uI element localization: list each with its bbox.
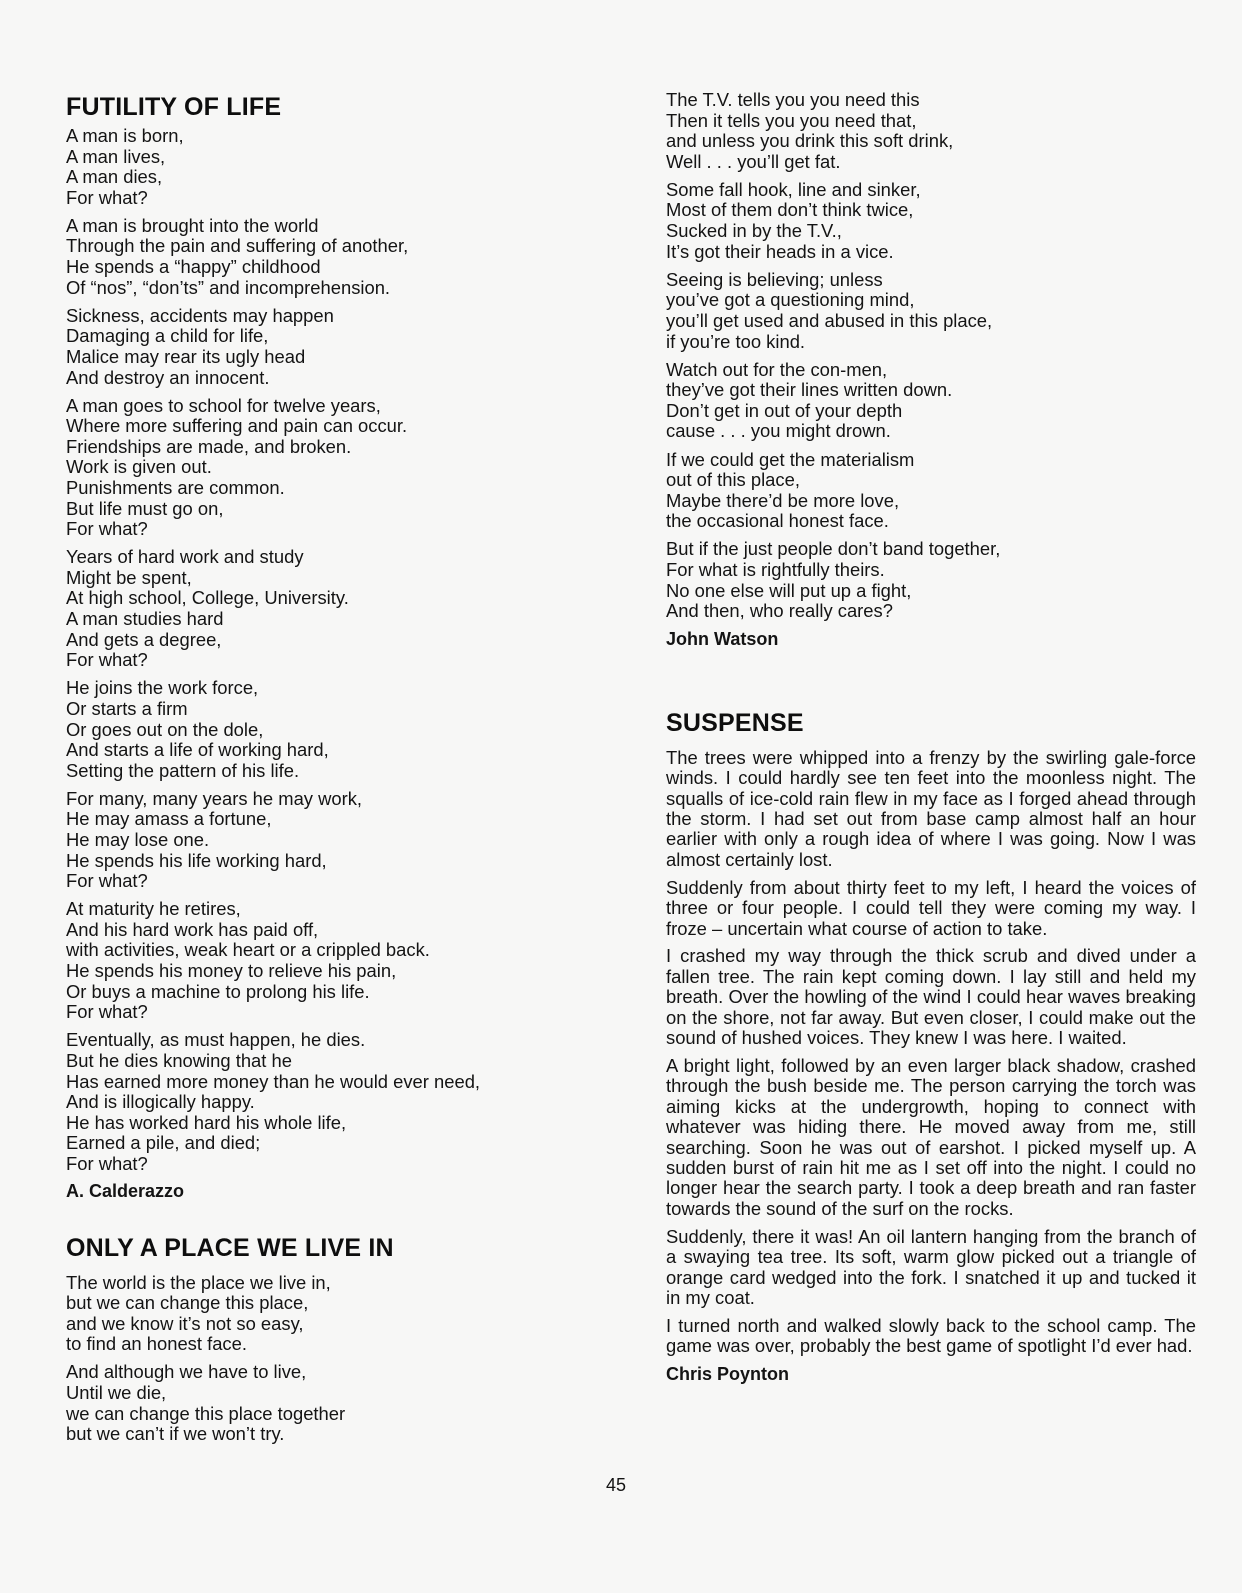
verse-line: For what? bbox=[66, 1152, 148, 1174]
verse-line: He may amass a fortune, bbox=[66, 808, 272, 830]
verse-line: For what? bbox=[66, 649, 148, 671]
verse-line: Then it tells you you need that, bbox=[666, 109, 917, 131]
verse-line: He may lose one. bbox=[66, 829, 210, 850]
stanza bbox=[66, 1030, 566, 1174]
poem-body bbox=[666, 90, 1196, 622]
verse-line: cause . . . you might drown. bbox=[666, 420, 891, 442]
verse-line: The T.V. tells you you need this bbox=[666, 89, 920, 110]
verse-line: Or goes out on the dole, bbox=[66, 718, 264, 740]
verse-line: He spends his money to relieve his pain, bbox=[66, 960, 397, 982]
poem-title: FUTILITY OF LIFE bbox=[66, 93, 282, 121]
poem-author: John Watson bbox=[666, 628, 779, 649]
verse-line: And gets a degree, bbox=[66, 628, 222, 650]
verse-line: Well . . . you’ll get fat. bbox=[666, 150, 841, 172]
verse-line: Sucked in by the T.V., bbox=[666, 220, 842, 242]
verse-line: No one else will put up a fight, bbox=[666, 579, 912, 601]
poem-title: ONLY A PLACE WE LIVE IN bbox=[66, 1233, 394, 1262]
stanza bbox=[66, 789, 566, 892]
stanza bbox=[666, 90, 1196, 172]
verse-line: Of “nos”, “don’ts” and incomprehension. bbox=[66, 276, 391, 298]
verse-line: He spends his life working hard, bbox=[66, 849, 327, 871]
verse-line: Friendships are made, and broken. bbox=[66, 435, 352, 457]
verse-line: But if the just people don’t band together, bbox=[666, 538, 1001, 560]
stanza bbox=[666, 539, 1196, 621]
verse-line: but we can’t if we won’t try. bbox=[66, 1423, 285, 1445]
stanza bbox=[66, 1362, 566, 1444]
story-body bbox=[666, 748, 1196, 1357]
verse-line: For what? bbox=[66, 518, 148, 540]
right-column bbox=[666, 0, 1196, 1385]
verse-line: Years of hard work and study bbox=[66, 546, 304, 568]
stanza bbox=[66, 306, 566, 388]
verse-line: He has worked hard his whole life, bbox=[66, 1111, 347, 1133]
verse-line: For what? bbox=[66, 1001, 148, 1023]
stanza bbox=[66, 216, 566, 298]
verse-line: A man lives, bbox=[66, 145, 166, 167]
stanza bbox=[666, 360, 1196, 442]
verse-line: And then, who really cares? bbox=[666, 600, 893, 622]
verse-line: For what? bbox=[66, 186, 148, 208]
verse-line: A man is born, bbox=[66, 125, 184, 146]
verse-line: A man is brought into the world bbox=[66, 214, 319, 236]
verse-line: And is illogically happy. bbox=[66, 1091, 255, 1113]
verse-line: A man studies hard bbox=[66, 608, 224, 630]
stanza bbox=[666, 180, 1196, 262]
stanza bbox=[666, 270, 1196, 352]
verse-line: Setting the pattern of his life. bbox=[66, 759, 300, 781]
verse-line: and unless you drink this soft drink, bbox=[666, 130, 954, 152]
verse-line: they’ve got their lines written down. bbox=[666, 379, 953, 401]
story-paragraph: A bright light, followed by an even larger black shadow, crashed through the bush beside me. The person carrying the torch was aiming kicks at the undergrowth, hoping to connect with whatever was hiding there. He moved away from me, still searching. Soon he was out of earshot. I picked myself up. A sudden burst of rain hit me as I set off into the night. I could no longer hear the search party. I took a deep breath and ran faster towards the sound of the surf on the rocks. bbox=[666, 1054, 1196, 1219]
verse-line: It’s got their heads in a vice. bbox=[666, 240, 894, 262]
poem-body bbox=[66, 1273, 566, 1445]
verse-line: with activities, weak heart or a crippled back. bbox=[66, 939, 430, 961]
verse-line: Maybe there’d be more love, bbox=[666, 489, 900, 511]
verse-line: And although we have to live, bbox=[66, 1361, 307, 1383]
poem-author: A. Calderazzo bbox=[66, 1180, 185, 1201]
verse-line: if you’re too kind. bbox=[666, 330, 806, 352]
verse-line: Might be spent, bbox=[66, 566, 192, 588]
stanza bbox=[66, 547, 566, 671]
stanza bbox=[666, 450, 1196, 532]
verse-line: At maturity he retires, bbox=[66, 898, 241, 920]
verse-line: Where more suffering and pain can occur. bbox=[66, 415, 408, 437]
verse-line: A man dies, bbox=[66, 166, 163, 188]
verse-line: Malice may rear its ugly head bbox=[66, 345, 306, 367]
verse-line: He joins the work force, bbox=[66, 677, 259, 699]
verse-line: Watch out for the con-men, bbox=[666, 358, 888, 380]
verse-line: Or starts a firm bbox=[66, 697, 188, 719]
verse-line: Seeing is believing; unless bbox=[666, 268, 883, 290]
verse-line: we can change this place together bbox=[66, 1402, 346, 1424]
verse-line: Eventually, as must happen, he dies. bbox=[66, 1029, 366, 1051]
verse-line: you’ll get used and abused in this place, bbox=[666, 309, 993, 331]
poem-body bbox=[66, 126, 566, 1175]
verse-line: Has earned more money than he would ever need, bbox=[66, 1070, 481, 1092]
verse-line: And starts a life of working hard, bbox=[66, 739, 329, 761]
verse-line: to find an honest face. bbox=[66, 1333, 247, 1355]
story-paragraph: Suddenly from about thirty feet to my left, I heard the voices of three or four people. I could tell they were coming my way. I froze – uncertain what course of action to take. bbox=[666, 876, 1196, 939]
verse-line: For what? bbox=[66, 870, 148, 892]
verse-line: Sickness, accidents may happen bbox=[66, 304, 334, 326]
story-paragraph: I crashed my way through the thick scrub and dived under a fallen tree. The rain kept coming down. I lay still and held my breath. Over the howling of the wind I could hear waves breaking on the shore, not far away. But even closer, I could make out the sound of hushed voices. They knew I was here. I waited. bbox=[666, 945, 1196, 1049]
verse-line: Damaging a child for life, bbox=[66, 325, 269, 347]
story-title: SUSPENSE bbox=[666, 708, 804, 737]
verse-line: Punishments are common. bbox=[66, 477, 285, 498]
stanza bbox=[66, 678, 566, 781]
story-paragraph: Suddenly, there it was! An oil lantern hanging from the branch of a swaying tea tree. Its soft, warm glow picked out a triangle of orange card wedged into the fork. I snatched it up and tucked it in my coat. bbox=[666, 1225, 1196, 1308]
verse-line: Until we die, bbox=[66, 1381, 167, 1403]
verse-line: But life must go on, bbox=[66, 497, 224, 519]
verse-line: Work is given out. bbox=[66, 456, 212, 478]
left-column bbox=[66, 0, 566, 1445]
verse-line: A man goes to school for twelve years, bbox=[66, 394, 381, 416]
verse-line: the occasional honest face. bbox=[666, 510, 889, 532]
verse-line: And destroy an innocent. bbox=[66, 366, 270, 388]
story-author: Chris Poynton bbox=[666, 1363, 790, 1384]
stanza bbox=[66, 126, 566, 208]
story-paragraph: I turned north and walked slowly back to the school camp. The game was over, probably the best game of spotlight I’d ever had. bbox=[666, 1314, 1196, 1357]
page-number: 45 bbox=[605, 1475, 627, 1495]
verse-line: Through the pain and suffering of another, bbox=[66, 235, 409, 257]
stanza bbox=[66, 899, 566, 1023]
stanza bbox=[66, 396, 566, 540]
verse-line: For many, many years he may work, bbox=[66, 787, 363, 809]
verse-line: out of this place, bbox=[666, 469, 800, 491]
verse-line: Earned a pile, and died; bbox=[66, 1132, 261, 1154]
verse-line: At high school, College, University. bbox=[66, 587, 349, 609]
verse-line: If we could get the materialism bbox=[666, 448, 915, 470]
verse-line: Some fall hook, line and sinker, bbox=[666, 178, 921, 200]
stanza bbox=[66, 1273, 566, 1355]
verse-line: For what is rightfully theirs. bbox=[666, 558, 885, 580]
verse-line: Don’t get in out of your depth bbox=[666, 399, 903, 421]
verse-line: you’ve got a questioning mind, bbox=[666, 289, 915, 311]
verse-line: But he dies knowing that he bbox=[66, 1049, 292, 1071]
verse-line: Or buys a machine to prolong his life. bbox=[66, 980, 370, 1002]
verse-line: The world is the place we live in, bbox=[66, 1271, 331, 1293]
verse-line: but we can change this place, bbox=[66, 1292, 309, 1314]
verse-line: He spends a “happy” childhood bbox=[66, 256, 321, 278]
verse-line: And his hard work has paid off, bbox=[66, 918, 319, 940]
verse-line: Most of them don’t think twice, bbox=[666, 199, 914, 221]
story-paragraph: The trees were whipped into a frenzy by the swirling gale-force winds. I could hardly see ten feet into the moonless night. The squalls of ice-cold rain flew in my face as I forged ahead through the storm. I had set out from base camp almost half an hour earlier with only a rough idea of where I was going. Now I was almost certainly lost. bbox=[666, 746, 1196, 870]
verse-line: and we know it’s not so easy, bbox=[66, 1312, 304, 1334]
